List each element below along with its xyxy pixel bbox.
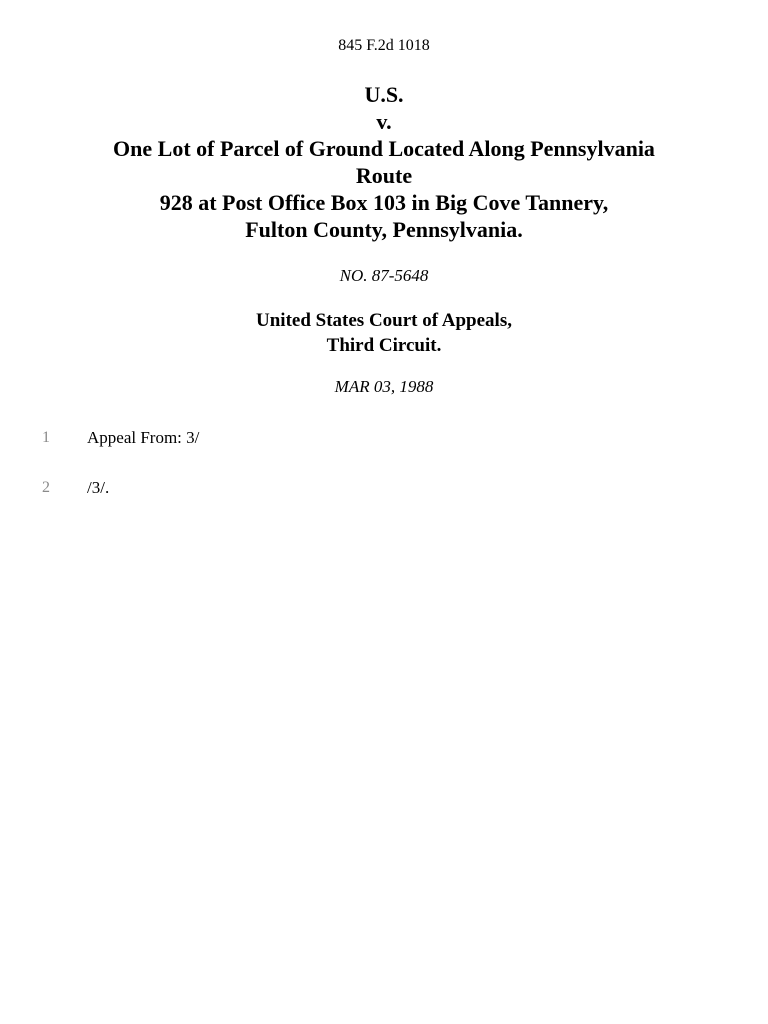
caption-defendant-line-3: 928 at Post Office Box 103 in Big Cove Tannery, [159,190,609,215]
paragraph [0,427,768,451]
docket-number: NO. 87-5648 [339,266,429,285]
paragraph-number: 2 [42,479,50,496]
paragraph-number: 1 [42,429,50,446]
case-citation: 845 F.2d 1018 [338,37,430,54]
case-caption [0,81,768,243]
paragraph-text: /3/. [87,478,110,497]
caption-plaintiff: U.S. [364,82,404,107]
caption-versus: v. [376,109,392,134]
caption-defendant-line-1: One Lot of Parcel of Ground Located Along Pennsylvania [113,136,655,161]
paragraph [0,477,768,501]
decision-date: MAR 03, 1988 [334,377,434,396]
caption-defendant-line-4: Fulton County, Pennsylvania. [245,217,523,242]
court-name-line-2: Third Circuit. [326,335,442,356]
paragraph-text: Appeal From: 3/ [87,428,200,447]
court-name [0,308,768,358]
caption-defendant-line-2: Route [355,163,413,188]
court-name-line-1: United States Court of Appeals, [256,310,512,331]
